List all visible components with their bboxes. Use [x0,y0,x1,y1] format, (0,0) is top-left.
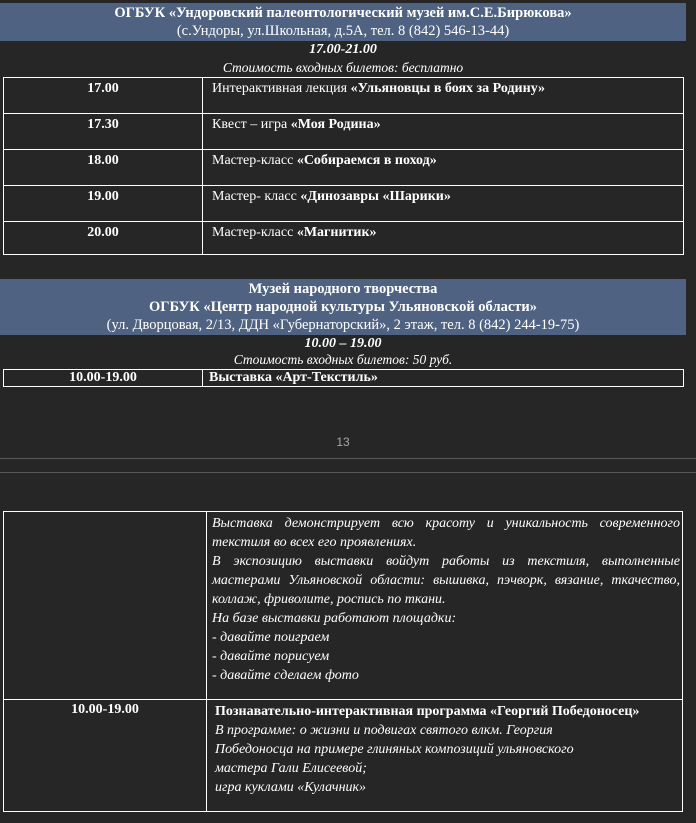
schedule-time: 17.00 [4,78,203,114]
empty-time-cell [4,512,207,700]
event-title: «Собираемся в поход» [296,153,437,168]
schedule-event: Выставка «Арт-Текстиль» [203,370,684,387]
program-line: В программе: о жизни и подвигах святого влкм. Георгия [215,723,553,738]
schedule-event [203,78,684,114]
continuation-table [3,511,683,812]
table-row [4,150,684,186]
program-time: 10.00-19.00 [4,700,207,812]
schedule-event [203,150,684,186]
event-type: Мастер- класс [212,189,301,204]
museum2-time: 10.00 – 19.00 [304,336,382,351]
event-title: «Ульяновцы в боях за Родину» [350,81,546,96]
program-title: Познавательно-интерактивная программа «Георгий Победоносец» [215,704,640,719]
table-row [4,78,684,114]
museum2-address: (ул. Дворцовая, 2/13, ДДН «Губернаторский», 2 этаж, тел. 8 (842) 244-19-75) [106,317,580,333]
museum1-schedule-table [3,77,684,255]
page-number: 13 [336,435,350,449]
museum1-name: ОГБУК «Ундоровский палеонтологический музей им.С.Е.Бирюкова» [114,5,572,21]
museum2-org: ОГБУК «Центр народной культуры Ульяновской области» [149,299,537,315]
museum2-header [0,279,686,335]
program-details [207,700,683,812]
museum1-address: (с.Ундоры, ул.Школьная, д.5А, тел. 8 (842) 546-13-44) [176,23,510,39]
program-line: Победоносца на примере глиняных композиций ульяновского [215,742,574,757]
description-paragraph: На базе выставки работают площадки: [212,611,457,626]
description-paragraph: В экспозицию выставки войдут работы из текстиля, выполненные мастерами Ульяновской области: вышивка, пэчворк, вязание, ткачество, коллаж, фриволите, роспись по ткани. [212,554,680,607]
schedule-time: 18.00 [4,150,203,186]
event-type: Интерактивная лекция [212,81,351,96]
description-paragraph: Выставка демонстрирует всю красоту и уникальность современного текстиля во всех его проявлениях. [212,516,680,550]
table-row [4,370,684,387]
table-row [4,222,684,255]
table-row [4,114,684,150]
event-title: «Динозавры «Шарики» [300,189,451,204]
event-title: «Магнитик» [296,225,377,240]
list-item: - давайте поиграем [212,630,330,645]
schedule-event [203,114,684,150]
table-row [4,512,683,700]
event-type: Мастер-класс [212,153,297,168]
list-item: - давайте порисуем [212,649,330,664]
museum1-header [0,3,686,41]
table-row [4,700,683,812]
event-title: «Моя Родина» [290,117,381,132]
museum2-schedule-table [3,369,684,387]
museum1-time: 17.00-21.00 [309,42,377,57]
schedule-event [203,186,684,222]
exhibit-description [207,512,683,700]
page-divider [0,458,696,459]
program-line: мастера Гали Елисеевой; [215,761,367,776]
event-type: Квест – игра [212,117,291,132]
page-divider [0,472,696,473]
list-item: - давайте сделаем фото [212,668,359,683]
schedule-time: 19.00 [4,186,203,222]
museum1-cost: Стоимость входных билетов: бесплатно [222,60,464,75]
schedule-event [203,222,684,255]
museum2-name: Музей народного творчества [248,281,438,297]
program-line: игра куклами «Кулачник» [215,780,367,795]
museum2-cost: Стоимость входных билетов: 50 руб. [233,352,453,367]
table-row [4,186,684,222]
schedule-time: 10.00-19.00 [4,370,203,387]
schedule-time: 20.00 [4,222,203,255]
schedule-time: 17.30 [4,114,203,150]
event-type: Мастер-класс [212,225,297,240]
